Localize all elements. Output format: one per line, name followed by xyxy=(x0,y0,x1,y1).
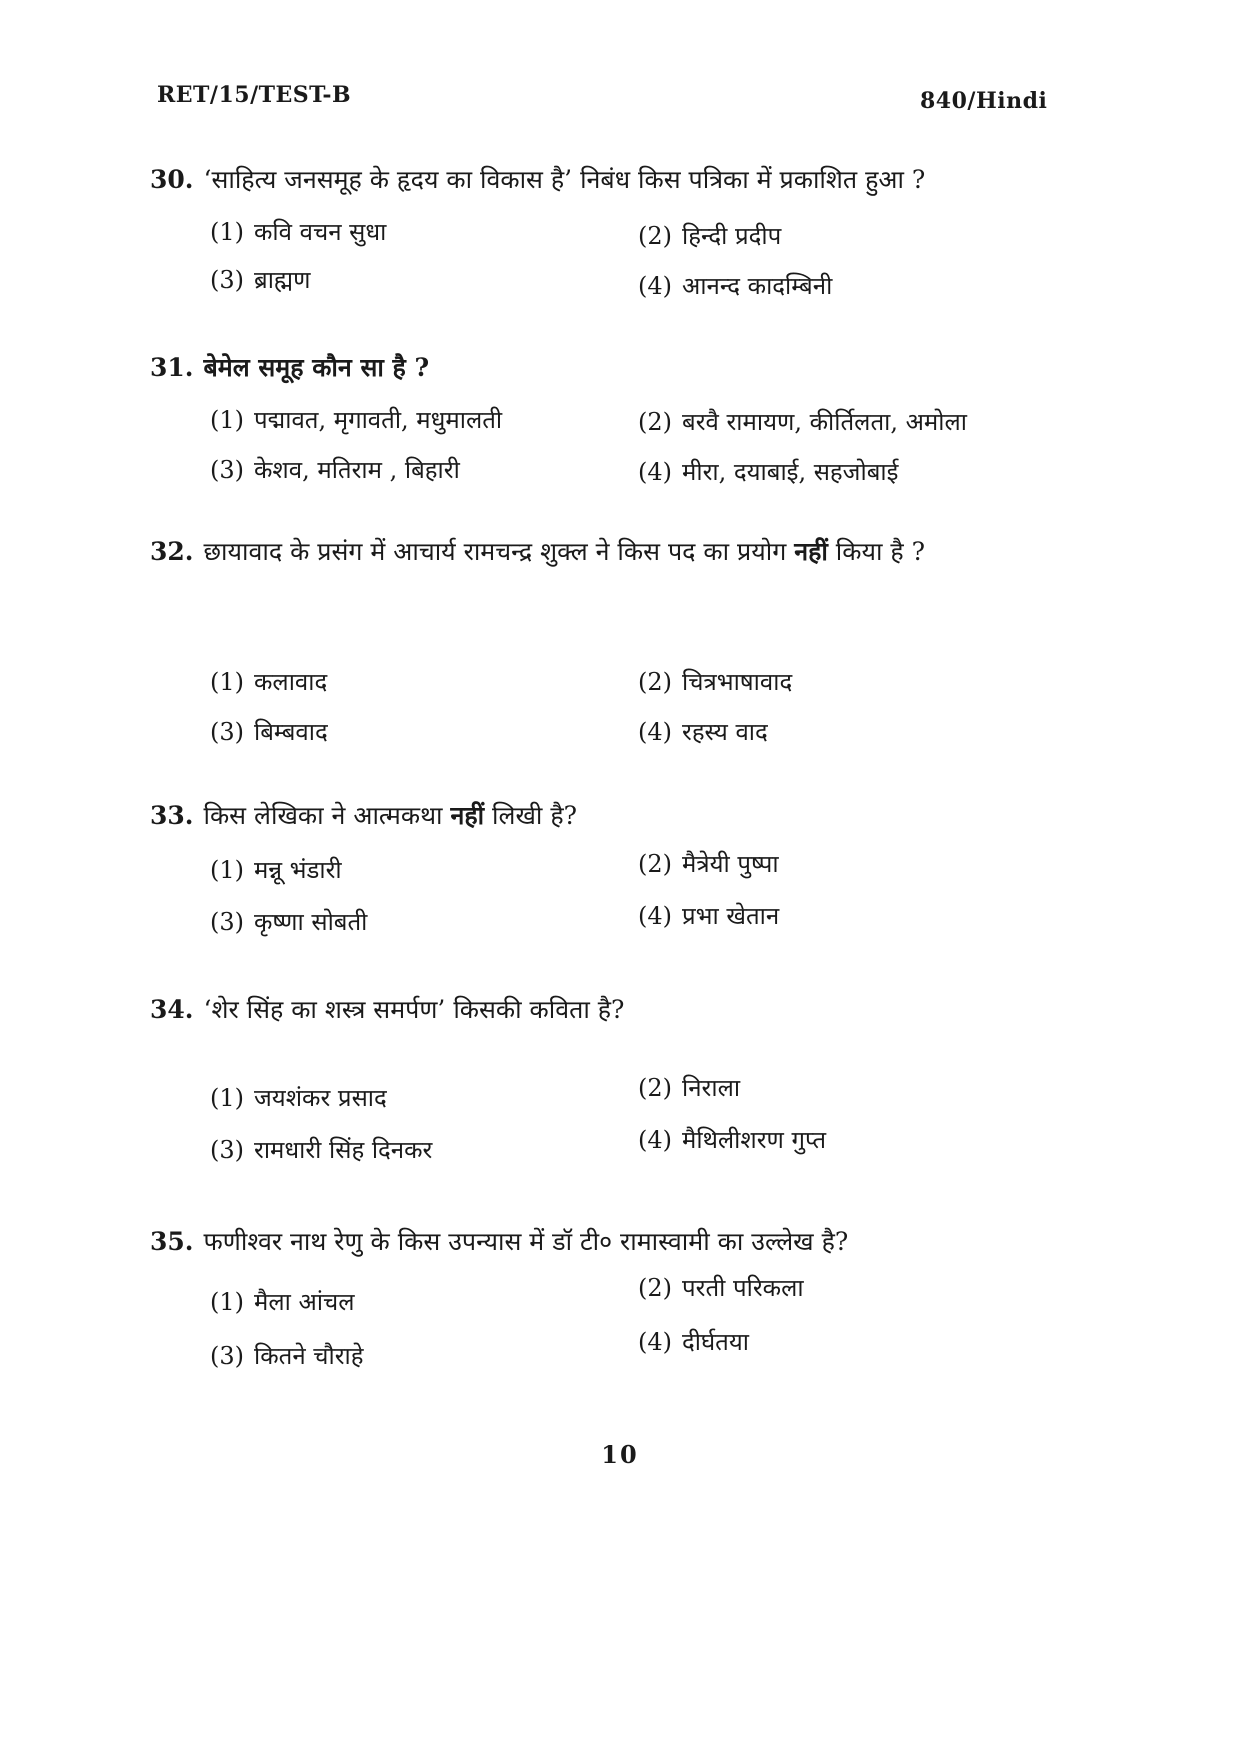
question-text xyxy=(150,990,1070,1030)
option-number: (1) xyxy=(210,1288,244,1316)
option-number: (2) xyxy=(638,668,672,696)
question-stem-post: लिखी है? xyxy=(484,801,578,830)
option-number: (4) xyxy=(638,1328,672,1356)
option-2 xyxy=(638,1270,804,1306)
option-3 xyxy=(210,714,328,750)
option-number: (3) xyxy=(210,1342,244,1370)
option-3 xyxy=(210,262,311,298)
question-number: 32. xyxy=(150,537,194,566)
option-text: पद्मावत, मृगावती, मधुमालती xyxy=(254,406,503,434)
option-number: (4) xyxy=(638,902,672,930)
question-stem: ‘साहित्य जनसमूह के हृदय का विकास है’ निबंध किस पत्रिका में प्रकाशित हुआ ? xyxy=(203,165,926,194)
option-number: (2) xyxy=(638,1074,672,1102)
option-text: मैत्रेयी पुष्पा xyxy=(682,850,779,878)
option-number: (2) xyxy=(638,222,672,250)
question-emphasis: नहीं xyxy=(450,801,485,830)
option-text: दीर्घतया xyxy=(682,1328,749,1356)
option-2 xyxy=(638,846,779,882)
page-number: 10 xyxy=(601,1440,639,1469)
option-number: (3) xyxy=(210,908,244,936)
question-number: 31. xyxy=(150,353,194,382)
option-4 xyxy=(638,714,768,750)
option-text: मीरा, दयाबाई, सहजोबाई xyxy=(682,458,899,486)
question-text xyxy=(150,160,1070,200)
option-4 xyxy=(638,268,832,304)
option-4 xyxy=(638,1122,826,1158)
option-text: कलावाद xyxy=(254,668,328,696)
option-number: (3) xyxy=(210,1136,244,1164)
option-number: (2) xyxy=(638,408,672,436)
option-text: मैथिलीशरण गुप्त xyxy=(682,1126,827,1154)
option-text: चित्रभाषावाद xyxy=(682,668,793,696)
option-text: परती परिकला xyxy=(682,1274,804,1302)
option-1 xyxy=(210,1284,355,1320)
option-4 xyxy=(638,898,779,934)
question-text xyxy=(150,796,1070,836)
option-text: मैला आंचल xyxy=(254,1288,355,1316)
question-emphasis: नहीं xyxy=(794,537,828,566)
option-text: बरवै रामायण, कीर्तिलता, अमोला xyxy=(682,408,967,436)
option-2 xyxy=(638,1070,740,1106)
option-number: (4) xyxy=(638,1126,672,1154)
option-text: प्रभा खेतान xyxy=(682,902,780,930)
option-number: (2) xyxy=(638,1274,672,1302)
option-2 xyxy=(638,404,967,440)
question-stem-pre: किस लेखिका ने आत्मकथा xyxy=(203,801,451,830)
option-text: हिन्दी प्रदीप xyxy=(682,222,782,250)
option-number: (1) xyxy=(210,218,244,246)
question-number: 34. xyxy=(150,995,194,1024)
option-3 xyxy=(210,904,367,940)
question-number: 33. xyxy=(150,801,194,830)
option-3 xyxy=(210,1132,432,1168)
question-text xyxy=(150,1222,1070,1262)
question-stem: बेमेल समूह कौन सा है ? xyxy=(203,353,430,382)
option-number: (4) xyxy=(638,718,672,746)
option-1 xyxy=(210,402,502,438)
question-text xyxy=(150,348,1070,388)
option-number: (4) xyxy=(638,272,672,300)
option-text: कवि वचन सुधा xyxy=(254,218,387,246)
option-text: निराला xyxy=(682,1074,741,1102)
option-text: रामधारी सिंह दिनकर xyxy=(254,1136,433,1164)
option-2 xyxy=(638,218,781,254)
option-1 xyxy=(210,214,386,250)
option-4 xyxy=(638,454,898,490)
option-3 xyxy=(210,452,460,488)
option-2 xyxy=(638,664,792,700)
option-number: (1) xyxy=(210,668,244,696)
option-number: (3) xyxy=(210,266,244,294)
option-text: मन्नू भंडारी xyxy=(254,856,342,884)
option-number: (1) xyxy=(210,856,244,884)
option-number: (3) xyxy=(210,456,244,484)
header-paper-code: 840/Hindi xyxy=(920,88,1048,114)
option-number: (4) xyxy=(638,458,672,486)
option-3 xyxy=(210,1338,364,1374)
option-number: (1) xyxy=(210,406,244,434)
option-1 xyxy=(210,852,342,888)
option-text: कृष्णा सोबती xyxy=(254,908,368,936)
question-stem: ‘शेर सिंह का शस्त्र समर्पण’ किसकी कविता है? xyxy=(203,995,625,1024)
option-text: आनन्द कादम्बिनी xyxy=(682,272,833,300)
option-text: जयशंकर प्रसाद xyxy=(254,1084,387,1112)
option-text: रहस्य वाद xyxy=(682,718,768,746)
option-text: केशव, मतिराम , बिहारी xyxy=(254,456,460,484)
question-stem-post: किया है ? xyxy=(827,537,926,566)
option-text: कितने चौराहे xyxy=(254,1342,364,1370)
question-number: 35. xyxy=(150,1227,194,1256)
option-4 xyxy=(638,1324,749,1360)
option-number: (2) xyxy=(638,850,672,878)
option-text: बिम्बवाद xyxy=(254,718,328,746)
option-number: (3) xyxy=(210,718,244,746)
question-text xyxy=(150,530,1050,574)
question-number: 30. xyxy=(150,165,194,194)
question-stem: फणीश्वर नाथ रेणु के किस उपन्यास में डॉ टी० रामास्वामी का उल्लेख है? xyxy=(203,1227,849,1256)
header-exam-code: RET/15/TEST-B xyxy=(157,82,352,108)
option-number: (1) xyxy=(210,1084,244,1112)
option-1 xyxy=(210,1080,387,1116)
option-text: ब्राह्मण xyxy=(254,266,311,294)
question-stem-pre: छायावाद के प्रसंग में आचार्य रामचन्द्र शुक्ल ने किस पद का प्रयोग xyxy=(203,537,795,566)
option-1 xyxy=(210,664,327,700)
